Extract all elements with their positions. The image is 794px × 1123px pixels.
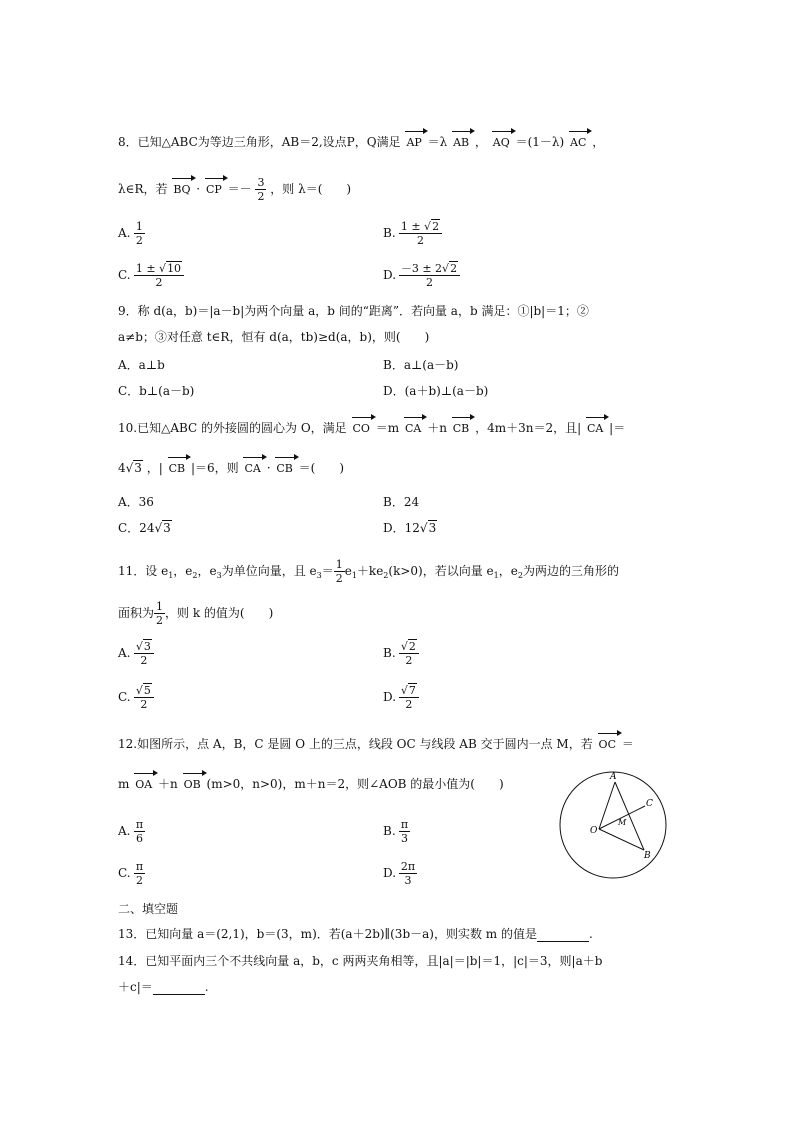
q12-option-d: D. $\frac{2\pi}{3}$ [383,860,416,887]
vector-CA: CA [244,462,261,475]
label-m: M [618,818,627,827]
fraction: $\frac{√3}{2}$ [134,640,154,667]
fraction: $\frac{1}{2}$ [156,600,164,627]
vector-OB: OB [183,778,201,791]
label-a: A [610,772,617,782]
q11-option-b: B. $\frac{√2}{2}$ [383,640,419,667]
circle-figure [552,770,674,880]
vector-CB: CB [276,462,293,475]
answer-blank[interactable] [537,930,589,942]
q10-option-a: A．36 [118,495,154,509]
fraction: $\frac{3}{2}$ [257,176,265,203]
q8-eq3: ＝－ [227,182,252,196]
q12-option-b: B. $\frac{\pi}{3}$ [383,818,409,845]
q14-line1: 14．已知平面内三个不共线向量 a，b，c 两两夹角相等，且|a|＝|b|＝1，|c|＝3，则|a＋b [118,954,603,968]
vector-AB: AB [453,136,470,149]
q11-option-c: C. $\frac{√5}{2}$ [118,684,154,711]
fraction: $\frac{1}{2}$ [135,220,143,247]
section-heading: 二、填空题 [118,902,179,916]
q10-line1: 10.已知△ABC 的外接圆的圆心为 O，满足 CO ＝m CA ＋n CB ，4m＋3n＝2，且| CA |＝ [118,421,626,435]
fraction: $\frac{1}{2}$ [335,558,343,585]
vector-AC: AC [570,136,587,149]
q8-comma: ， [474,135,487,149]
q8-text: 8．已知△ABC为等边三角形，AB＝2,设点P，Q满足 [118,135,401,149]
q12-option-a: A. $\frac{\pi}{6}$ [118,818,144,845]
vector-CO: CO [352,422,370,435]
answer-blank[interactable] [153,983,205,995]
q14-line2: ＋c|＝ . [118,980,209,994]
label-b: B [644,851,651,861]
vector-OC: OC [598,738,616,751]
label-o: O [590,826,598,836]
q12-line2: m OA ＋n OB (m>0，n>0)，m＋n＝2，则∠AOB 的最小值为( ) [118,777,504,791]
q11-line2: 面积为 $\frac{1}{2}$ ，则 k 的值为( ) [118,600,274,627]
vector-CA: CA [404,422,422,435]
q8-option-b: B. $\frac{1 \pm √2}{2}$ [383,220,442,247]
fraction: $\frac{√2}{2}$ [399,640,419,667]
q10-option-b: B．24 [383,495,420,509]
vector-CB: CB [452,422,470,435]
vector-CP: CP [205,183,222,196]
vector-OA: OA [135,778,153,791]
vector-BQ: BQ [173,183,191,196]
sqrt: √3 [125,461,142,475]
q10-line2: 4√3 ，| CB |＝6，则 CA · CB ＝( ) [118,461,345,475]
q8-option-c: C. $\frac{1 \pm √10}{2}$ [118,262,184,289]
fraction: $\frac{1 \pm √2}{2}$ [399,220,442,247]
q11-option-a: A. $\frac{√3}{2}$ [118,640,154,667]
dot-operator: · [196,182,201,196]
q11-option-d: D. $\frac{√7}{2}$ [383,684,419,711]
fraction: $\frac{2\pi}{3}$ [400,860,416,887]
q9-option-d: D．(a＋b)⊥(a－b) [383,384,489,398]
q8-line1 [118,134,604,151]
q13-line: 13．已知向量 a＝(2,1)，b＝(3，m)．若(a＋2b)∥(3b－a)，则实数 m 的值是 . [118,927,593,941]
fraction: $\frac{-3 \pm 2√2}{2}$ [399,262,460,289]
q8-line2 [118,176,351,203]
vector-AQ: AQ [492,136,510,149]
vector-CB: CB [168,462,186,475]
q8-eq: ＝λ [427,135,448,149]
fraction: $\frac{\pi}{2}$ [135,860,144,887]
fraction: $\frac{1 \pm √10}{2}$ [134,262,184,289]
sqrt: √3 [154,521,171,535]
fraction: $\frac{\pi}{3}$ [400,818,409,845]
q8-eq2: ＝(1－λ) [515,135,565,149]
q8-option-a: A. $\frac{1}{2}$ [118,220,143,247]
q8-text3: ，则 λ＝( ) [270,182,352,196]
q10-option-c: C．24√3 [118,521,171,535]
vector-CA: CA [586,422,604,435]
q9-option-a: A．a⊥b [118,358,165,372]
q12-line1: 12.如图所示，点 A，B，C 是圆 O 上的三点，线段 OC 与线段 AB 交于圆内一点 M，若 OC ＝ [118,737,634,751]
dot-operator: · [266,461,271,475]
q8-option-d: D. $\frac{-3 \pm 2√2}{2}$ [383,262,460,289]
label-c: C [646,799,653,809]
q11-line1: 11．设 $e_1$，$e_2$，$e_3$为单位向量，且 $e_3=$ $\frac{1}{2}$ $e_1+ke_2(k>0)$，若以向量 $e_1$，$e_2$为两边的三角形的 [118,558,619,585]
sqrt: √3 [419,521,437,535]
q9-line1: 9．称 d(a，b)＝|a－b|为两个向量 a，b 间的“距离”．若向量 a，b 满足：①|b|＝1；② [118,304,589,318]
vector-AP: AP [406,136,422,149]
q9-line2: a≠b；③对任意 t∈R，恒有 d(a，tb)≥d(a，b)，则( ) [118,330,430,344]
q12-option-c: C. $\frac{\pi}{2}$ [118,860,144,887]
segment-ob [599,829,644,850]
q8-text2: λ∈R，若 [118,182,168,196]
q10-option-d: D．12√3 [383,521,437,535]
q9-option-b: B．a⊥(a－b) [383,358,459,372]
fraction: $\frac{\pi}{6}$ [135,818,144,845]
fraction: $\frac{√5}{2}$ [134,684,154,711]
fraction: $\frac{√7}{2}$ [399,684,419,711]
q9-option-c: C．b⊥(a－b) [118,384,195,398]
segment-ab [615,782,644,850]
q8-comma2: ， [592,135,605,149]
